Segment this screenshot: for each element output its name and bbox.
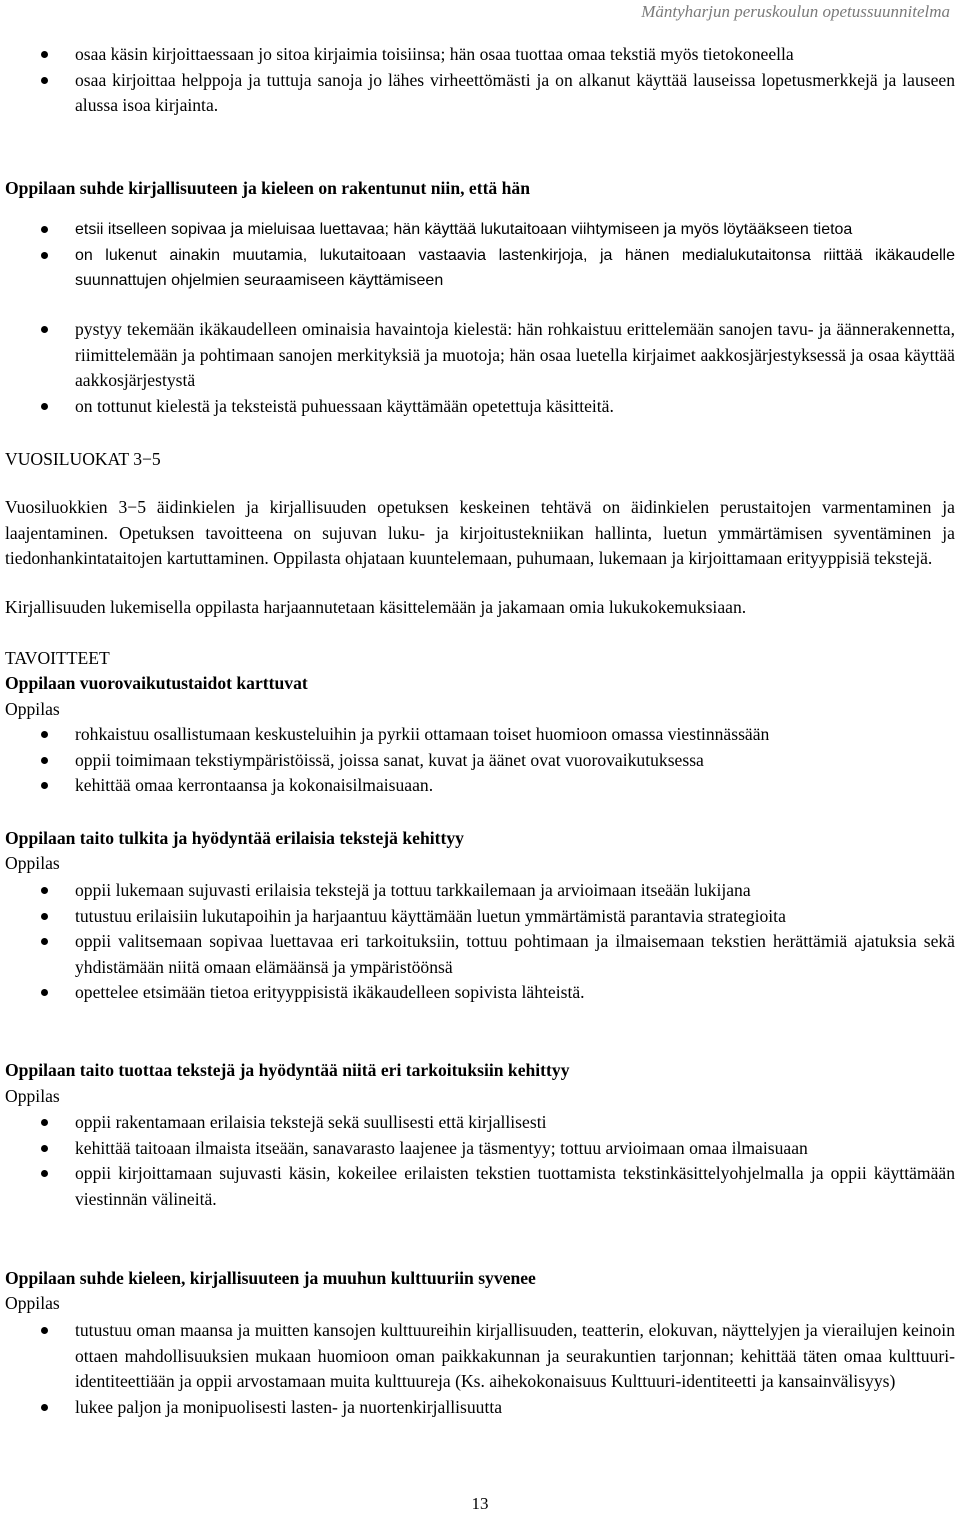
oppilas-label: Oppilas <box>5 699 60 719</box>
section-title: VUOSILUOKAT 3−5 <box>5 449 161 469</box>
list-item: oppii valitsemaan sopivaa luettavaa eri tarkoituksiin, tottuu pohtimaan ja ilmaisemaan tekstien herättämiä ajatuksia sekä yhdistämään niitä omaan elämäänsä ja ympäristöönsä <box>5 929 955 980</box>
list-item: oppii rakentamaan erilaisia tekstejä sekä suullisesti että kirjallisesti <box>5 1110 955 1136</box>
list-item: kehittää omaa kerrontaansa ja kokonaisilmaisuaan. <box>5 773 955 799</box>
group-list <box>5 1318 955 1420</box>
group-heading: Oppilaan vuorovaikutustaidot karttuvat <box>5 673 308 693</box>
intro-paragraph-2: Kirjallisuuden lukemisella oppilasta harjaannutetaan käsittelemään ja jakamaan omia lukukokemuksiaan. <box>5 597 747 617</box>
list-item: on lukenut ainakin muutamia, lukutaitoaan vastaavia lastenkirjoja, ja hänen medialukutaitonsa riittää ikäkaudelle suunnattujen ohjelmien seuraamiseen käyttämiseen <box>5 243 955 294</box>
group-heading: Oppilaan taito tulkita ja hyödyntää erilaisia tekstejä kehittyy <box>5 828 464 848</box>
intro-paragraph: Vuosiluokkien 3−5 äidinkielen ja kirjallisuuden opetuksen keskeinen tehtävä on äidinkielen perustaitojen varmentaminen ja laajentaminen. Opetuksen tavoitteena on sujuvan luku- ja kirjoitustekniikan hallinta, luetun ymmärtämisen syventäminen ja tiedonhankintataitojen kartuttaminen. Oppilasta ohjataan kuuntelemaan, puhumaan, lukemaan ja kirjoittamaan erityyppisiä tekstejä. <box>5 497 955 568</box>
list-item: oppii kirjoittamaan sujuvasti käsin, kokeilee erilaisten tekstien tuottamista tekstinkäsittelyohjelmalla ja oppii käyttämään viestinnän välineitä. <box>5 1161 955 1212</box>
list-item: tutustuu oman maansa ja muitten kansojen kulttuureihin kirjallisuuden, teatterin, elokuvan, näyttelyjen ja vierailujen keinoin ottaen mahdollisuuksien mukaan huomioon oman paikkakunnan ja seurakuntien tarjonnan; kehittää täten omaa kulttuuri-identiteettiään ja oppii arvostamaan muita kulttuureja (Ks. aihekokonaisuus Kulttuuri-identiteetti ja kansainvälisyys) <box>5 1318 955 1395</box>
list-item: on tottunut kielestä ja teksteistä puhuessaan käyttämään opetettuja käsitteitä. <box>5 394 955 420</box>
list-item: pystyy tekemään ikäkaudelleen ominaisia havaintoja kielestä: hän rohkaistuu erittelemään sanojen tavu- ja äännerakennetta, riimittelemään ja pohtimaan sanojen merkityksiä ja muotoja; hän osaa luetella kirjaimet aakkosjärjestyksessä ja osaa käyttää aakkosjärjestystä <box>5 317 955 394</box>
group-list <box>5 1110 955 1212</box>
group-heading: Oppilaan taito tuottaa tekstejä ja hyödyntää niitä eri tarkoituksiin kehittyy <box>5 1060 570 1080</box>
list-item: oppii toimimaan tekstiympäristöissä, joissa sanat, kuvat ja äänet ovat vuorovaikutuksessa <box>5 748 955 774</box>
list-item: tutustuu erilaisiin lukutapoihin ja harjaantuu käyttämään luetun ymmärtämistä parantavia strategioita <box>5 904 955 930</box>
goals-title: TAVOITTEET <box>5 648 110 668</box>
group-list <box>5 722 955 799</box>
list-item: lukee paljon ja monipuolisesti lasten- ja nuortenkirjallisuutta <box>5 1395 955 1421</box>
oppilas-label: Oppilas <box>5 1293 60 1313</box>
page-header: Mäntyharjun peruskoulun opetussuunnitelma <box>641 2 950 21</box>
list-item: opettelee etsimään tietoa erityyppisistä ikäkaudelleen sopivista lähteistä. <box>5 980 955 1006</box>
group-heading: Oppilaan suhde kieleen, kirjallisuuteen ja muuhun kulttuuriin syvenee <box>5 1268 536 1288</box>
page-number: 13 <box>471 1494 489 1513</box>
top-list-block <box>5 42 955 119</box>
group-list <box>5 878 955 1006</box>
oppilas-label: Oppilas <box>5 853 60 873</box>
list-item: osaa käsin kirjoittaessaan jo sitoa kirjaimia toisiinsa; hän osaa tuottaa omaa tekstiä myös tietokoneella <box>5 42 955 68</box>
oppilas-label: Oppilas <box>5 1086 60 1106</box>
list-item: kehittää taitoaan ilmaista itseään, sanavarasto laajenee ja täsmentyy; tottuu arvioimaan omaa ilmaisuaan <box>5 1136 955 1162</box>
literature-list-block <box>5 217 955 294</box>
literature-heading: Oppilaan suhde kirjallisuuteen ja kieleen on rakentunut niin, että hän <box>5 178 530 198</box>
list-item: rohkaistuu osallistumaan keskusteluihin ja pyrkii ottamaan toiset huomioon omassa viestinnässään <box>5 722 955 748</box>
literature-list-block-2 <box>5 317 955 419</box>
list-item: etsii itselleen sopivaa ja mieluisaa luettavaa; hän käyttää lukutaitoaan viihtymiseen ja myös löytääkseen tietoa <box>5 217 955 243</box>
list-item: osaa kirjoittaa helppoja ja tuttuja sanoja jo lähes virheettömästi ja on alkanut käyttää lauseissa lopetusmerkkejä ja lauseen alussa isoa kirjainta. <box>5 68 955 119</box>
list-item: oppii lukemaan sujuvasti erilaisia tekstejä ja tottuu tarkkailemaan ja arvioimaan itseään lukijana <box>5 878 955 904</box>
